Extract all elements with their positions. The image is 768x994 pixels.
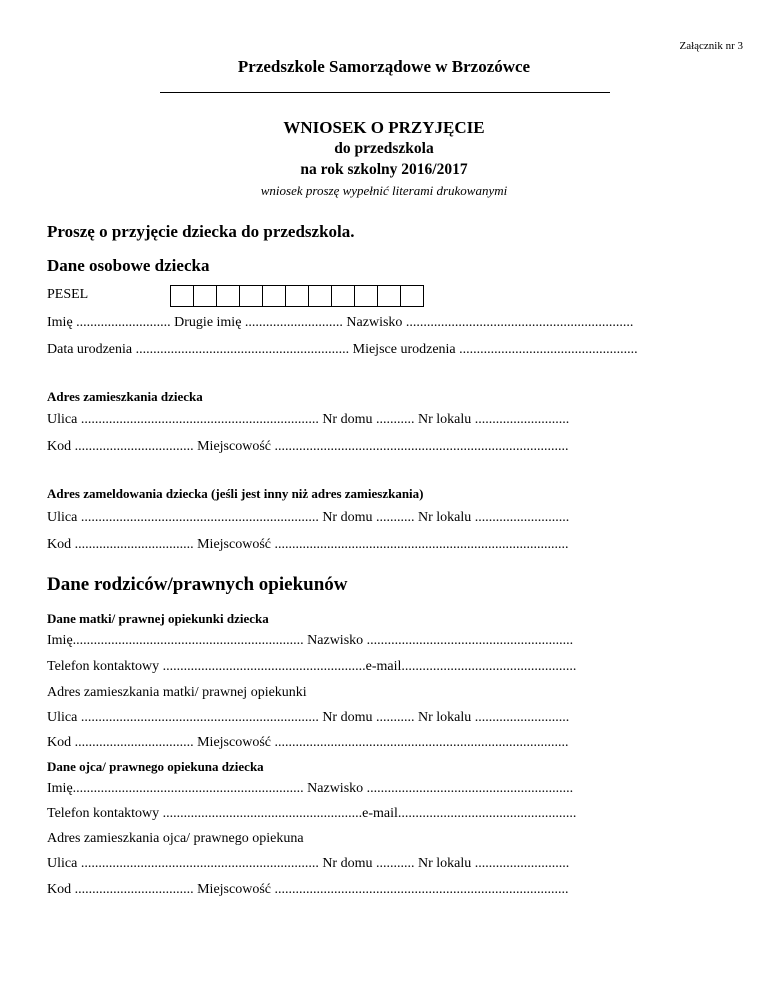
father-name-line[interactable]: Imię.................................................................. Nazwisko ........................................................... [47, 781, 574, 796]
father-heading: Dane ojca/ prawnego opiekuna dziecka [47, 759, 264, 774]
fill-instruction: wniosek proszę wypełnić literami drukowanymi [260, 183, 508, 198]
header-divider [160, 92, 610, 93]
pesel-digit-box[interactable] [285, 285, 309, 307]
pesel-digit-box[interactable] [193, 285, 217, 307]
residence-city-line[interactable]: Kod .................................. Miejscowość .................................................................................... [47, 439, 569, 454]
child-birth-line[interactable]: Data urodzenia ............................................................. Miejsce urodzenia ................................................... [47, 342, 638, 357]
registration-city-line[interactable]: Kod .................................. Miejscowość .................................................................................... [47, 537, 569, 552]
parents-heading: Dane rodziców/prawnych opiekunów [47, 574, 348, 595]
pesel-digit-box[interactable] [239, 285, 263, 307]
pesel-digit-box[interactable] [377, 285, 401, 307]
registration-street-line[interactable]: Ulica .................................................................... Nr domu ........... Nr lokalu ........................... [47, 510, 570, 525]
father-address-label: Adres zamieszkania ojca/ prawnego opiekuna [47, 831, 304, 846]
document-subtitle-1: do przedszkola [334, 140, 434, 157]
document-title: WNIOSEK O PRZYJĘCIE [283, 118, 485, 137]
father-city-line[interactable]: Kod .................................. Miejscowość .................................................................................... [47, 882, 569, 897]
pesel-digit-box[interactable] [354, 285, 378, 307]
mother-name-line[interactable]: Imię.................................................................. Nazwisko ........................................................... [47, 633, 574, 648]
father-phone-line[interactable]: Telefon kontaktowy .........................................................e-mail................................................... [47, 806, 577, 821]
father-street-line[interactable]: Ulica .................................................................... Nr domu ........... Nr lokalu ........................... [47, 856, 570, 871]
registration-heading: Adres zameldowania dziecka (jeśli jest inny niż adres zamieszkania) [47, 486, 424, 501]
mother-heading: Dane matki/ prawnej opiekunki dziecka [47, 611, 269, 626]
pesel-digit-box[interactable] [308, 285, 332, 307]
residence-heading: Adres zamieszkania dziecka [47, 389, 203, 404]
annex-label: Załącznik nr 3 [679, 40, 743, 52]
pesel-digit-box[interactable] [170, 285, 194, 307]
mother-street-line[interactable]: Ulica .................................................................... Nr domu ........... Nr lokalu ........................... [47, 710, 570, 725]
pesel-digit-box[interactable] [331, 285, 355, 307]
pesel-digit-box[interactable] [400, 285, 424, 307]
mother-address-label: Adres zamieszkania matki/ prawnej opiekunki [47, 685, 307, 700]
pesel-input-boxes[interactable] [171, 285, 424, 307]
child-names-line[interactable]: Imię ........................... Drugie imię ............................ Nazwisko ................................................................. [47, 315, 634, 330]
mother-phone-line[interactable]: Telefon kontaktowy ..........................................................e-mail.................................................. [47, 659, 577, 674]
residence-street-line[interactable]: Ulica .................................................................... Nr domu ........... Nr lokalu ........................... [47, 412, 570, 427]
request-heading: Proszę o przyjęcie dziecka do przedszkola. [47, 222, 355, 241]
school-name: Przedszkole Samorządowe w Brzozówce [237, 57, 531, 76]
pesel-digit-box[interactable] [262, 285, 286, 307]
document-subtitle-2: na rok szkolny 2016/2017 [300, 161, 468, 178]
mother-city-line[interactable]: Kod .................................. Miejscowość .................................................................................... [47, 735, 569, 750]
pesel-label: PESEL [47, 287, 89, 302]
pesel-digit-box[interactable] [216, 285, 240, 307]
child-data-heading: Dane osobowe dziecka [47, 256, 210, 275]
